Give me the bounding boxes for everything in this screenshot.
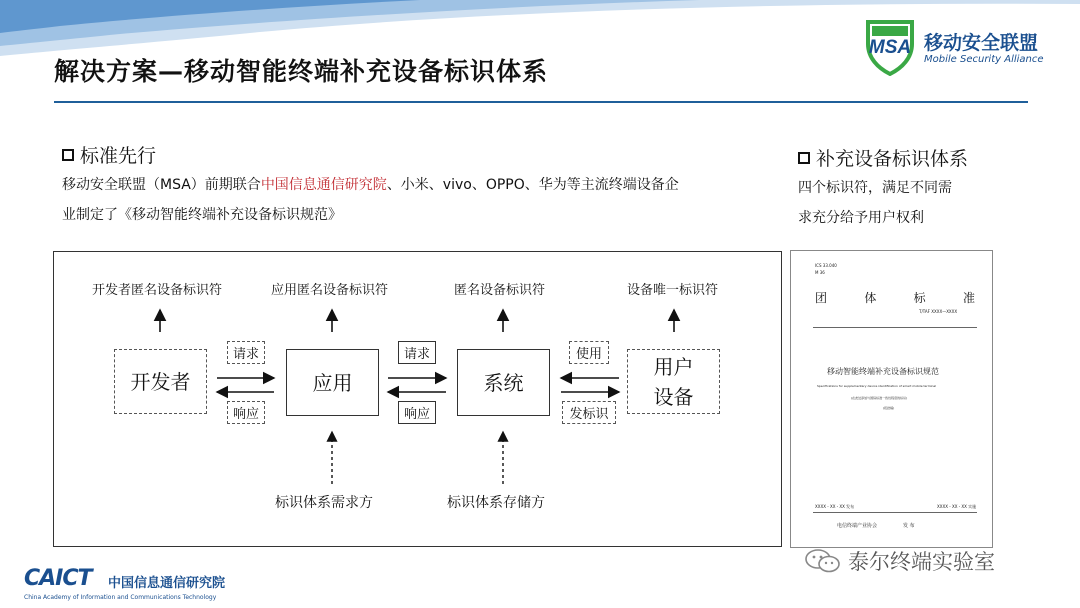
caict-abbr: CAICT (24, 566, 92, 591)
square-bullet-icon (798, 152, 810, 164)
node-app: 应用 (286, 349, 379, 416)
left-section-paragraph (62, 170, 782, 230)
label-developer-anon-id: 开发者匿名设备标识符 (92, 283, 223, 298)
watermark-text: 泰尔终端实验室 (848, 550, 995, 574)
square-bullet-icon (62, 149, 74, 161)
doc-publisher: 电信终端产业协会 (837, 523, 878, 529)
right-heading-text: 补充设备标识体系 (816, 148, 969, 170)
doc-publish-date: XXXX - XX - XX 发布 (815, 504, 855, 509)
tag-dev-response: 响应 (227, 401, 265, 424)
msa-name-en: Mobile Security Alliance (924, 54, 1044, 65)
label-app-anon-id: 应用匿名设备标识符 (271, 283, 389, 298)
doc-type (815, 289, 975, 306)
label-unique-device-id: 设备唯一标识符 (627, 283, 719, 298)
doc-publisher-suffix: 发 布 (903, 523, 915, 529)
right-para-line2: 求充分给予用户权利 (798, 210, 924, 226)
doc-type-char: 准 (962, 291, 975, 305)
identifier-diagram (53, 251, 782, 547)
caict-name-cn: 中国信息通信研究院 (108, 576, 226, 591)
para-text-1: 移动安全联盟（MSA）前期联合 (62, 177, 261, 193)
doc-type-char: 标 (913, 291, 926, 305)
page-title: 解决方案—移动智能终端补充设备标识体系 (54, 57, 549, 86)
title-divider (54, 101, 1028, 103)
doc-draft-status: (报批稿) (883, 406, 895, 410)
doc-category: M 36 (815, 270, 825, 275)
caict-name-en: China Academy of Information and Communications Technology (24, 594, 217, 601)
tag-use: 使用 (569, 341, 609, 364)
msa-name-cn: 移动安全联盟 (924, 32, 1039, 54)
node-developer: 开发者 (114, 349, 207, 414)
standard-document-cover (790, 250, 993, 548)
right-para-line1: 四个标识符，满足不同需 (798, 180, 952, 196)
node-user-device (627, 349, 720, 414)
doc-type-char: 体 (864, 291, 877, 305)
node-user-device-line1: 用户 (653, 354, 694, 379)
label-demand-side: 标识体系需求方 (275, 495, 373, 511)
node-user-device-line2: 设备 (653, 384, 694, 409)
para-text-3: 业制定了《移动智能终端补充设备标识规范》 (62, 207, 342, 223)
msa-abbr: MSA (868, 37, 912, 58)
doc-ics: ICS 33.040 (815, 263, 837, 268)
para-text-2: 、小米、vivo、OPPO、华为等主流终端设备企 (386, 177, 679, 193)
doc-title-en: Specifications for supplementary device identification of smart mobile terminal (817, 384, 937, 388)
right-section-heading (798, 144, 968, 171)
doc-effective-date: XXXX - XX - XX 实施 (937, 504, 977, 509)
doc-type-char: 团 (815, 291, 828, 305)
doc-rule-bottom (813, 512, 977, 513)
msa-logo (858, 18, 1058, 78)
caict-logo (24, 566, 254, 606)
label-storage-side: 标识体系存储方 (447, 495, 545, 511)
doc-consistency-note: (在此处添加与国际标准一致性程度的标识) (851, 396, 908, 400)
tag-dev-request: 请求 (227, 341, 265, 364)
left-section-heading (62, 141, 156, 168)
label-anon-device-id: 匿名设备标识符 (454, 283, 546, 298)
right-section-paragraph (798, 173, 952, 233)
doc-code: T/TAF XXXX—XXXX (919, 309, 958, 314)
msa-shield-icon (858, 18, 922, 76)
doc-rule-top (813, 327, 977, 328)
node-system: 系统 (457, 349, 550, 416)
para-highlight: 中国信息通信研究院 (260, 177, 387, 193)
doc-title: 移动智能终端补充设备标识规范 (827, 367, 939, 376)
tag-sys-request: 请求 (398, 341, 436, 364)
wechat-icon (804, 548, 842, 574)
tag-issue-id: 发标识 (562, 401, 616, 424)
left-heading-text: 标准先行 (80, 145, 157, 167)
tag-sys-response: 响应 (398, 401, 436, 424)
wechat-watermark (804, 546, 995, 576)
